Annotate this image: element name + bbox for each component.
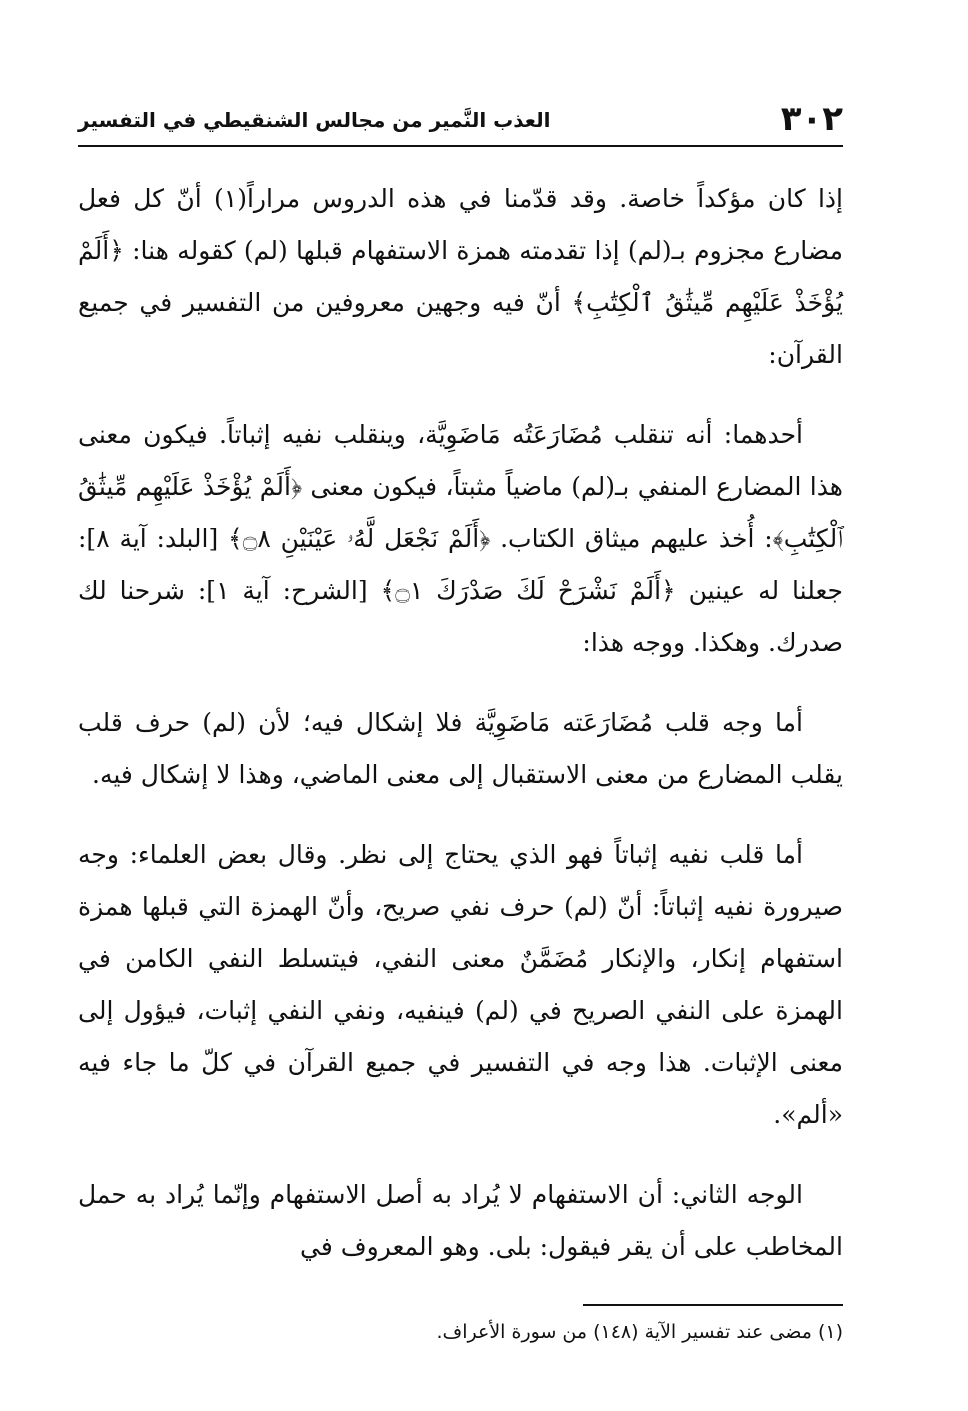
paragraph: الوجه الثاني: أن الاستفهام لا يُراد به أصل الاستفهام وإنّما يُراد به حمل المخاطب على أن يقر فيقول: بلى. وهو المعروف في (78, 1180, 843, 1261)
footnote-divider (583, 1304, 843, 1306)
footnote: (١) مضى عند تفسير الآية (١٤٨) من سورة الأعراف. (436, 1321, 843, 1343)
paragraph: أما وجه قلب مُضَارَعَته مَاضَوِيَّة فلا إشكال فيه؛ لأن (لم) حرف قلب يقلب المضارع من معنى الاستقبال إلى معنى الماضي، وهذا لا إشكال فيه. (78, 708, 843, 789)
paragraph: أما قلب نفيه إثباتاً فهو الذي يحتاج إلى نظر. وقال بعض العلماء: وجه صيرورة نفيه إثباتاً: أنّ (لم) حرف نفي صريح، وأنّ الهمزة التي قبلها همزة استفهام إنكار، والإنكار مُضَمَّنٌ معنى النفي، فيتسلط النفي الكامن في الهمزة على النفي الصريح في (لم) فينفيه، ونفي النفي إثبات، فيؤول إلى معنى الإثبات. هذا وجه في التفسير في جميع القرآن في كلّ ما جاء فيه «ألم». (78, 840, 843, 1129)
paragraph: إذا كان مؤكداً خاصة. وقد قدّمنا في هذه الدروس مراراً(١) أنّ كل فعل مضارع مجزوم بـ(لم) إذا تقدمته همزة الاستفهام قبلها (لم) كقوله هنا: ﴿أَلَمْ يُؤْخَذْ عَلَيْهِم مِّيثَٰقُ ٱلْكِتَٰبِ﴾ أنّ فيه وجهين معروفين من التفسير في جميع القرآن: (78, 184, 843, 369)
page-number: ٣٠٢ (780, 99, 843, 139)
running-header (78, 95, 843, 147)
book-title: العذب النَّمير من مجالس الشنقيطي في التفسير (78, 108, 551, 132)
paragraph: أحدهما: أنه تنقلب مُضَارَعَتُه مَاضَوِيَّة، وينقلب نفيه إثباتاً. فيكون معنى هذا المضارع المنفي بـ(لم) ماضياً مثبتاً، فيكون معنى ﴿أَلَمْ يُؤْخَذْ عَلَيْهِم مِّيثَٰقُ ٱلْكِتَٰبِ﴾: أُخذ عليهم ميثاق الكتاب. ﴿أَلَمْ نَجْعَل لَّهُۥ عَيْنَيْنِ ۝٨﴾ [البلد: آية ٨]: جعلنا له عينين ﴿أَلَمْ نَشْرَحْ لَكَ صَدْرَكَ ۝١﴾ [الشرح: آية ١]: شرحنا لك صدرك. وهكذا. ووجه هذا: (78, 420, 844, 657)
body-text (78, 173, 843, 1273)
book-page (78, 95, 843, 1391)
